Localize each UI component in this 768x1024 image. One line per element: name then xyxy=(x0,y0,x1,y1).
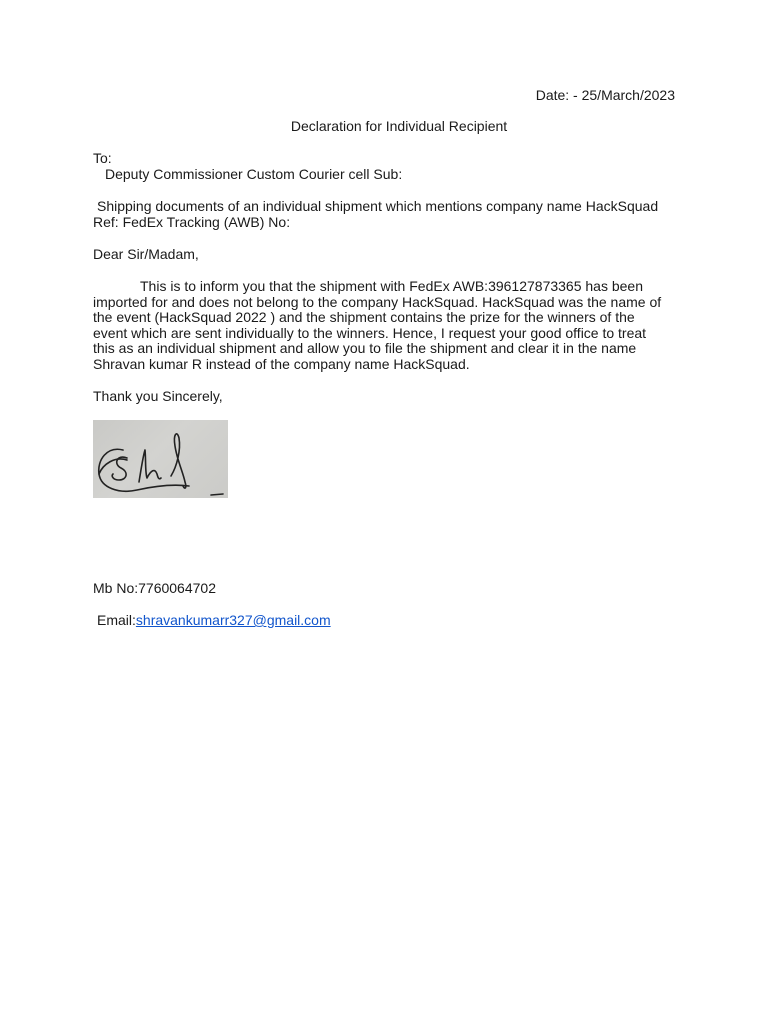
letter-title: Declaration for Individual Recipient xyxy=(290,118,508,134)
subject-line: Shipping documents of an individual shipment which mentions company name HackSquad xyxy=(97,198,659,214)
body-line: imported for and does not belong to the company HackSquad. HackSquad was the name of xyxy=(93,293,662,310)
letter-date: Date: - 25/March/2023 xyxy=(535,87,675,103)
body-line: the event (HackSquad 2022 ) and the shipment contains the prize for the winners of the xyxy=(93,309,635,326)
addressee: Deputy Commissioner Custom Courier cell Sub: xyxy=(105,166,403,182)
body-line: this as an individual shipment and allow you to file the shipment and clear it in the name xyxy=(93,340,637,357)
email-link[interactable]: shravankumarr327@gmail.com xyxy=(135,612,331,628)
mobile-number: Mb No:7760064702 xyxy=(93,580,216,596)
body-line: This is to inform you that the shipment with FedEx AWB:396127873365 has been xyxy=(140,278,643,294)
reference-line: Ref: FedEx Tracking (AWB) No: xyxy=(93,214,291,230)
salutation: Dear Sir/Madam, xyxy=(93,246,199,262)
signature-image xyxy=(93,420,228,498)
body-line: Shravan kumar R instead of the company name HackSquad. xyxy=(93,355,470,372)
email-line xyxy=(97,612,331,628)
closing: Thank you Sincerely, xyxy=(93,388,223,404)
to-label: To: xyxy=(93,150,112,166)
email-label: Email: xyxy=(97,612,136,628)
signature-scribble xyxy=(93,420,228,498)
body-line: event which are sent individually to the winners. Hence, I request your good office to treat xyxy=(93,324,647,341)
body-paragraph xyxy=(93,279,683,373)
